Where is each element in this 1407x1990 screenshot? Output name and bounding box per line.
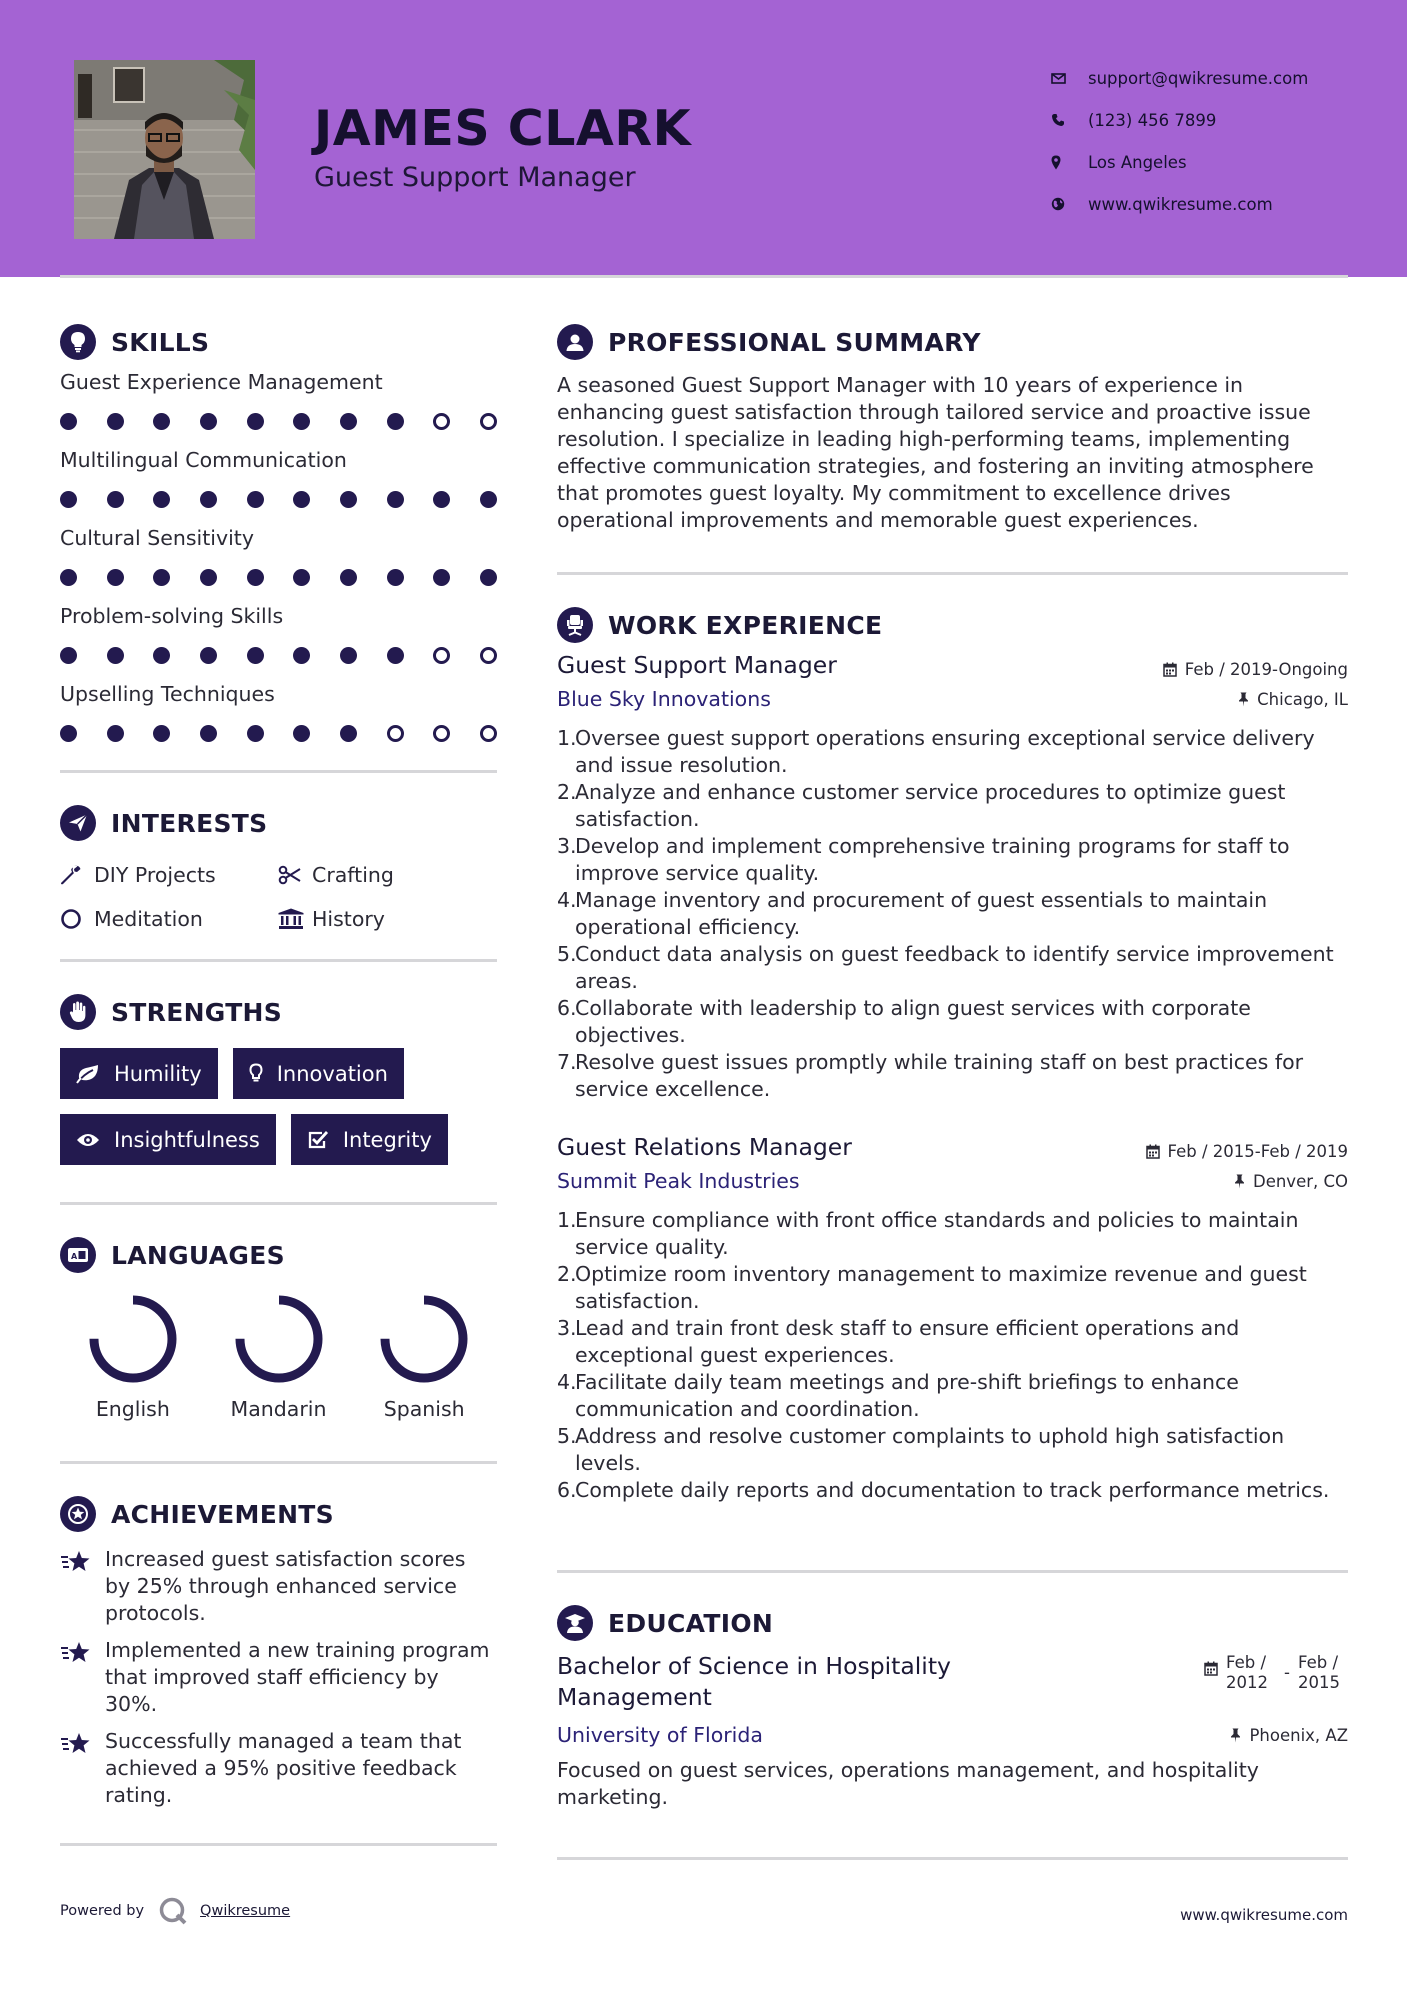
rating-dot-empty: [480, 413, 497, 430]
language-label: Mandarin: [230, 1397, 327, 1421]
job-dates: [1163, 660, 1348, 679]
rating-dot-filled: [480, 491, 497, 508]
job-location-text: Denver, CO: [1252, 1171, 1348, 1191]
rating-dot-filled: [153, 725, 170, 742]
duty-text: Resolve guest issues promptly while training staff on best practices for service excellence.: [575, 1050, 1304, 1101]
duty-number: 4.: [557, 1370, 577, 1394]
qwikresume-logo-icon: [158, 1896, 188, 1926]
languages-title: LANGUAGES: [111, 1240, 285, 1270]
rating-dot-filled: [293, 413, 310, 430]
pushpin-icon: [1230, 1728, 1241, 1743]
job-title: Guest Relations Manager: [557, 1133, 852, 1161]
experience-section: [557, 603, 1348, 1504]
duty-text: Complete daily reports and documentation to track performance metrics.: [575, 1478, 1330, 1502]
rating-dot-filled: [247, 725, 264, 742]
pushpin-icon: [1238, 692, 1249, 707]
strength-label: Insightfulness: [114, 1127, 260, 1152]
strengths-title: STRENGTHS: [111, 997, 283, 1027]
section-divider: [60, 1843, 497, 1846]
section-divider: [557, 572, 1348, 575]
phone-icon: [1048, 113, 1088, 127]
duty-number: 5.: [557, 942, 577, 966]
duty-item: [557, 1423, 1348, 1477]
language-level-arc: [385, 1300, 463, 1378]
degree-title: Bachelor of Science in Hospitality Management: [557, 1652, 951, 1711]
duty-number: 4.: [557, 888, 577, 912]
section-divider: [557, 1857, 1348, 1860]
section-divider: [557, 1570, 1348, 1573]
section-divider: [60, 1461, 497, 1464]
duty-item: [557, 833, 1348, 887]
education-dates: [1204, 1651, 1348, 1713]
languages-list: [60, 1293, 497, 1421]
interest-label: Meditation: [94, 907, 203, 931]
interest-item: [278, 897, 497, 941]
duty-number: 6.: [557, 1478, 577, 1502]
duty-number: 2.: [557, 780, 577, 804]
rating-dot-filled: [480, 569, 497, 586]
rating-dot-empty: [433, 647, 450, 664]
job-title: Guest Support Manager: [557, 651, 837, 679]
lightbulb-icon: [60, 324, 96, 360]
skill-rating: [60, 556, 497, 598]
duty-list: [557, 1207, 1348, 1504]
language-level-ring: [233, 1293, 325, 1385]
rating-dot-filled: [153, 647, 170, 664]
pushpin-icon: [1234, 1174, 1245, 1189]
leaf-icon: [76, 1064, 100, 1084]
summary-section: [557, 320, 1348, 534]
education-location: [1230, 1726, 1348, 1745]
star-icon: [60, 1546, 105, 1627]
duty-text: Develop and implement comprehensive training programs for staff to improve service quality.: [575, 834, 1290, 885]
education-date-to: Feb / 2015: [1298, 1653, 1340, 1692]
strength-chip: [233, 1048, 404, 1099]
duty-number: 1.: [557, 1208, 577, 1232]
achievement-text: Successfully managed a team that achieved a 95% positive feedback rating.: [105, 1729, 462, 1807]
rating-dot-filled: [293, 725, 310, 742]
check-square-icon: [307, 1130, 329, 1150]
education-date-from: Feb / 2012: [1226, 1653, 1268, 1692]
education-title: EDUCATION: [608, 1608, 774, 1638]
school-name: University of Florida: [557, 1723, 763, 1747]
rating-dot-filled: [200, 725, 217, 742]
skill-name: Guest Experience Management: [60, 370, 383, 394]
language-label: Spanish: [383, 1397, 465, 1421]
language-level-arc: [94, 1300, 172, 1378]
rating-dot-filled: [340, 569, 357, 586]
duty-item: [557, 1369, 1348, 1423]
paper-plane-icon: [60, 805, 96, 841]
achievement-text: Increased guest satisfaction scores by 25% through enhanced service protocols.: [105, 1547, 466, 1625]
achievement-text: Implemented a new training program that improved staff efficiency by 30%.: [105, 1638, 490, 1716]
rating-dot-filled: [387, 491, 404, 508]
office-chair-icon: [557, 607, 593, 643]
achievements-title: ACHIEVEMENTS: [111, 1499, 334, 1529]
rating-dot-filled: [200, 491, 217, 508]
rating-dot-filled: [60, 725, 77, 742]
skill-rating: [60, 400, 497, 442]
rating-dot-filled: [293, 491, 310, 508]
job-location: [1234, 1172, 1348, 1191]
achievement-item: [60, 1637, 497, 1718]
summary-title: PROFESSIONAL SUMMARY: [608, 327, 981, 357]
job-entry: [557, 1133, 1348, 1504]
language-label: English: [95, 1397, 170, 1421]
qwikresume-link[interactable]: Qwikresume: [200, 1903, 291, 1919]
envelope-icon: [1048, 73, 1088, 84]
duty-number: 2.: [557, 1262, 577, 1286]
rating-dot-filled: [200, 647, 217, 664]
rating-dot-filled: [387, 569, 404, 586]
duty-text: Facilitate daily team meetings and pre-shift briefings to enhance communication and coordination.: [575, 1370, 1239, 1421]
rating-dot-filled: [153, 491, 170, 508]
duty-text: Address and resolve customer complaints to uphold high satisfaction levels.: [575, 1424, 1285, 1475]
duty-number: 3.: [557, 834, 577, 858]
powered-by-text: Powered by: [60, 1903, 145, 1919]
scissors-icon: [278, 865, 312, 885]
interest-item: [60, 853, 278, 897]
rating-dot-filled: [107, 647, 124, 664]
calendar-icon: [1146, 1144, 1160, 1159]
strength-label: Integrity: [342, 1127, 432, 1152]
skill-name: Upselling Techniques: [60, 682, 275, 706]
interests-section: [60, 801, 497, 941]
rating-dot-filled: [340, 491, 357, 508]
language-level-ring: [87, 1293, 179, 1385]
rating-dot-filled: [433, 491, 450, 508]
svg-text:A: A: [71, 1252, 78, 1261]
language-icon: [60, 1237, 96, 1273]
contact-email-text: support@qwikresume.com: [1088, 68, 1309, 88]
star-badge-icon: [60, 1496, 96, 1532]
language-level-arc: [240, 1300, 318, 1378]
candidate-name: JAMES CLARK: [314, 100, 692, 157]
globe-icon: [1048, 197, 1088, 211]
achievements-list: [60, 1546, 497, 1809]
resume-header: [0, 0, 1407, 277]
skill-rating: [60, 634, 497, 676]
calendar-icon: [1204, 1661, 1218, 1676]
duty-text: Oversee guest support operations ensuring exceptional service delivery and issue resolution.: [575, 726, 1315, 777]
rating-dot-filled: [340, 725, 357, 742]
duty-item: [557, 725, 1348, 779]
duty-item: [557, 1477, 1348, 1504]
strength-chip: [60, 1048, 218, 1099]
duty-item: [557, 995, 1348, 1049]
interest-item: [278, 853, 497, 897]
contact-location: [1048, 141, 1308, 183]
rating-dot-empty: [433, 725, 450, 742]
star-icon: [60, 1728, 105, 1809]
summary-text: A seasoned Guest Support Manager with 10 years of experience in enhancing guest satisfaction through tailored service and proactive issue resolution. I specialize in leading high-performing teams, implementing effective communication strategies, and fostering an inviting atmosphere that promotes guest loyalty. My commitment to excellence drives operational improvements and memorable guest experiences.: [557, 373, 1314, 532]
rating-dot-filled: [247, 569, 264, 586]
contact-website-text: www.qwikresume.com: [1088, 194, 1273, 214]
interests-list: [60, 853, 497, 941]
user-icon: [557, 324, 593, 360]
strengths-list: [60, 1048, 497, 1180]
rating-dot-filled: [200, 413, 217, 430]
skill-rating: [60, 478, 497, 520]
skill-name: Multilingual Communication: [60, 448, 347, 472]
strength-label: Innovation: [276, 1061, 388, 1086]
duty-item: [557, 887, 1348, 941]
skill-name: Cultural Sensitivity: [60, 526, 254, 550]
strength-chip: [291, 1114, 448, 1165]
map-pin-icon: [1048, 155, 1088, 170]
right-column: [557, 320, 1348, 1860]
duty-number: 6.: [557, 996, 577, 1020]
section-divider: [60, 770, 497, 773]
education-date-sep: -: [1284, 1663, 1290, 1682]
left-column: [60, 320, 497, 1846]
jobs-list: [557, 651, 1348, 1504]
rating-dot-filled: [107, 725, 124, 742]
language-item: [60, 1293, 206, 1421]
skills-list: [60, 370, 497, 754]
duty-item: [557, 779, 1348, 833]
rating-dot-filled: [433, 569, 450, 586]
rating-dot-filled: [107, 569, 124, 586]
rating-dot-filled: [340, 647, 357, 664]
calendar-icon: [1163, 662, 1177, 677]
rating-dot-empty: [480, 647, 497, 664]
duty-item: [557, 1261, 1348, 1315]
hand-icon: [60, 994, 96, 1030]
education-description: Focused on guest services, operations management, and hospitality marketing.: [557, 1758, 1259, 1809]
graduate-icon: [557, 1605, 593, 1641]
skill-name: Problem-solving Skills: [60, 604, 284, 628]
job-dates-text: Feb / 2015-Feb / 2019: [1167, 1142, 1348, 1161]
rating-dot-filled: [60, 647, 77, 664]
skills-title: SKILLS: [111, 327, 210, 357]
duty-text: Collaborate with leadership to align guest services with corporate objectives.: [575, 996, 1251, 1047]
duty-list: [557, 725, 1348, 1103]
interest-label: DIY Projects: [94, 863, 216, 887]
language-item: [206, 1293, 352, 1421]
duty-text: Manage inventory and procurement of guest essentials to maintain operational efficiency.: [575, 888, 1268, 939]
duty-text: Optimize room inventory management to maximize revenue and guest satisfaction.: [575, 1262, 1307, 1313]
rating-dot-empty: [433, 413, 450, 430]
contact-website[interactable]: [1048, 183, 1308, 225]
duty-item: [557, 941, 1348, 995]
rating-dot-filled: [340, 413, 357, 430]
duty-number: 7.: [557, 1050, 577, 1074]
footer-powered-by: [60, 1896, 290, 1926]
rating-dot-filled: [293, 569, 310, 586]
job-location-text: Chicago, IL: [1257, 689, 1348, 709]
strength-label: Humility: [114, 1061, 202, 1086]
experience-title: WORK EXPERIENCE: [608, 610, 883, 640]
rating-dot-filled: [387, 413, 404, 430]
language-item: [351, 1293, 497, 1421]
job-entry: [557, 651, 1348, 1103]
company-name: Summit Peak Industries: [557, 1169, 800, 1193]
education-sub: [557, 1723, 1348, 1747]
achievements-section: [60, 1492, 497, 1809]
education-entry: [557, 1651, 1348, 1713]
footer-url[interactable]: www.qwikresume.com: [1180, 1906, 1348, 1924]
duty-item: [557, 1049, 1348, 1103]
interest-item: [60, 897, 278, 941]
museum-icon: [278, 908, 312, 930]
language-level-ring: [378, 1293, 470, 1385]
interests-title: INTERESTS: [111, 808, 268, 838]
duty-number: 1.: [557, 726, 577, 750]
skill-rating: [60, 712, 497, 754]
duty-text: Lead and train front desk staff to ensure efficient operations and exceptional guest experiences.: [575, 1316, 1240, 1367]
profile-photo: [74, 60, 255, 239]
contact-location-text: Los Angeles: [1088, 152, 1187, 172]
eye-icon: [76, 1132, 100, 1148]
rating-dot-empty: [480, 725, 497, 742]
rating-dot-filled: [247, 491, 264, 508]
contact-phone[interactable]: [1048, 99, 1308, 141]
rating-dot-filled: [60, 491, 77, 508]
contact-email[interactable]: [1048, 57, 1308, 99]
header-divider: [60, 275, 1348, 278]
duty-number: 3.: [557, 1316, 577, 1340]
rating-dot-filled: [60, 413, 77, 430]
rating-dot-filled: [293, 647, 310, 664]
achievement-item: [60, 1728, 497, 1809]
circle-icon: [60, 908, 94, 930]
job-location: [1238, 690, 1348, 709]
rating-dot-filled: [153, 413, 170, 430]
duty-number: 5.: [557, 1424, 577, 1448]
rating-dot-filled: [247, 413, 264, 430]
section-divider: [60, 959, 497, 962]
rating-dot-filled: [107, 491, 124, 508]
rating-dot-filled: [60, 569, 77, 586]
contact-phone-text: (123) 456 7899: [1088, 110, 1217, 130]
duty-text: Conduct data analysis on guest feedback to identify service improvement areas.: [575, 942, 1334, 993]
skills-section: [60, 320, 497, 754]
rating-dot-filled: [153, 569, 170, 586]
interest-label: History: [312, 907, 385, 931]
rating-dot-filled: [247, 647, 264, 664]
wrench-icon: [60, 864, 94, 886]
lightbulb-icon: [249, 1063, 263, 1084]
company-name: Blue Sky Innovations: [557, 687, 771, 711]
star-icon: [60, 1637, 105, 1718]
duty-item: [557, 1315, 1348, 1369]
rating-dot-filled: [200, 569, 217, 586]
strengths-section: [60, 990, 497, 1180]
duty-text: Analyze and enhance customer service procedures to optimize guest satisfaction.: [575, 780, 1286, 831]
job-dates-text: Feb / 2019-Ongoing: [1184, 660, 1348, 679]
section-divider: [60, 1202, 497, 1205]
rating-dot-filled: [387, 647, 404, 664]
contact-list: [1048, 57, 1308, 225]
candidate-role: Guest Support Manager: [314, 162, 636, 193]
rating-dot-empty: [387, 725, 404, 742]
rating-dot-filled: [107, 413, 124, 430]
education-location-text: Phoenix, AZ: [1249, 1725, 1348, 1745]
duty-item: [557, 1207, 1348, 1261]
achievement-item: [60, 1546, 497, 1627]
job-dates: [1146, 1142, 1348, 1161]
education-section: [557, 1601, 1348, 1811]
languages-section: [60, 1233, 497, 1421]
strength-chip: [60, 1114, 276, 1165]
duty-text: Ensure compliance with front office standards and policies to maintain service quality.: [575, 1208, 1299, 1259]
interest-label: Crafting: [312, 863, 394, 887]
